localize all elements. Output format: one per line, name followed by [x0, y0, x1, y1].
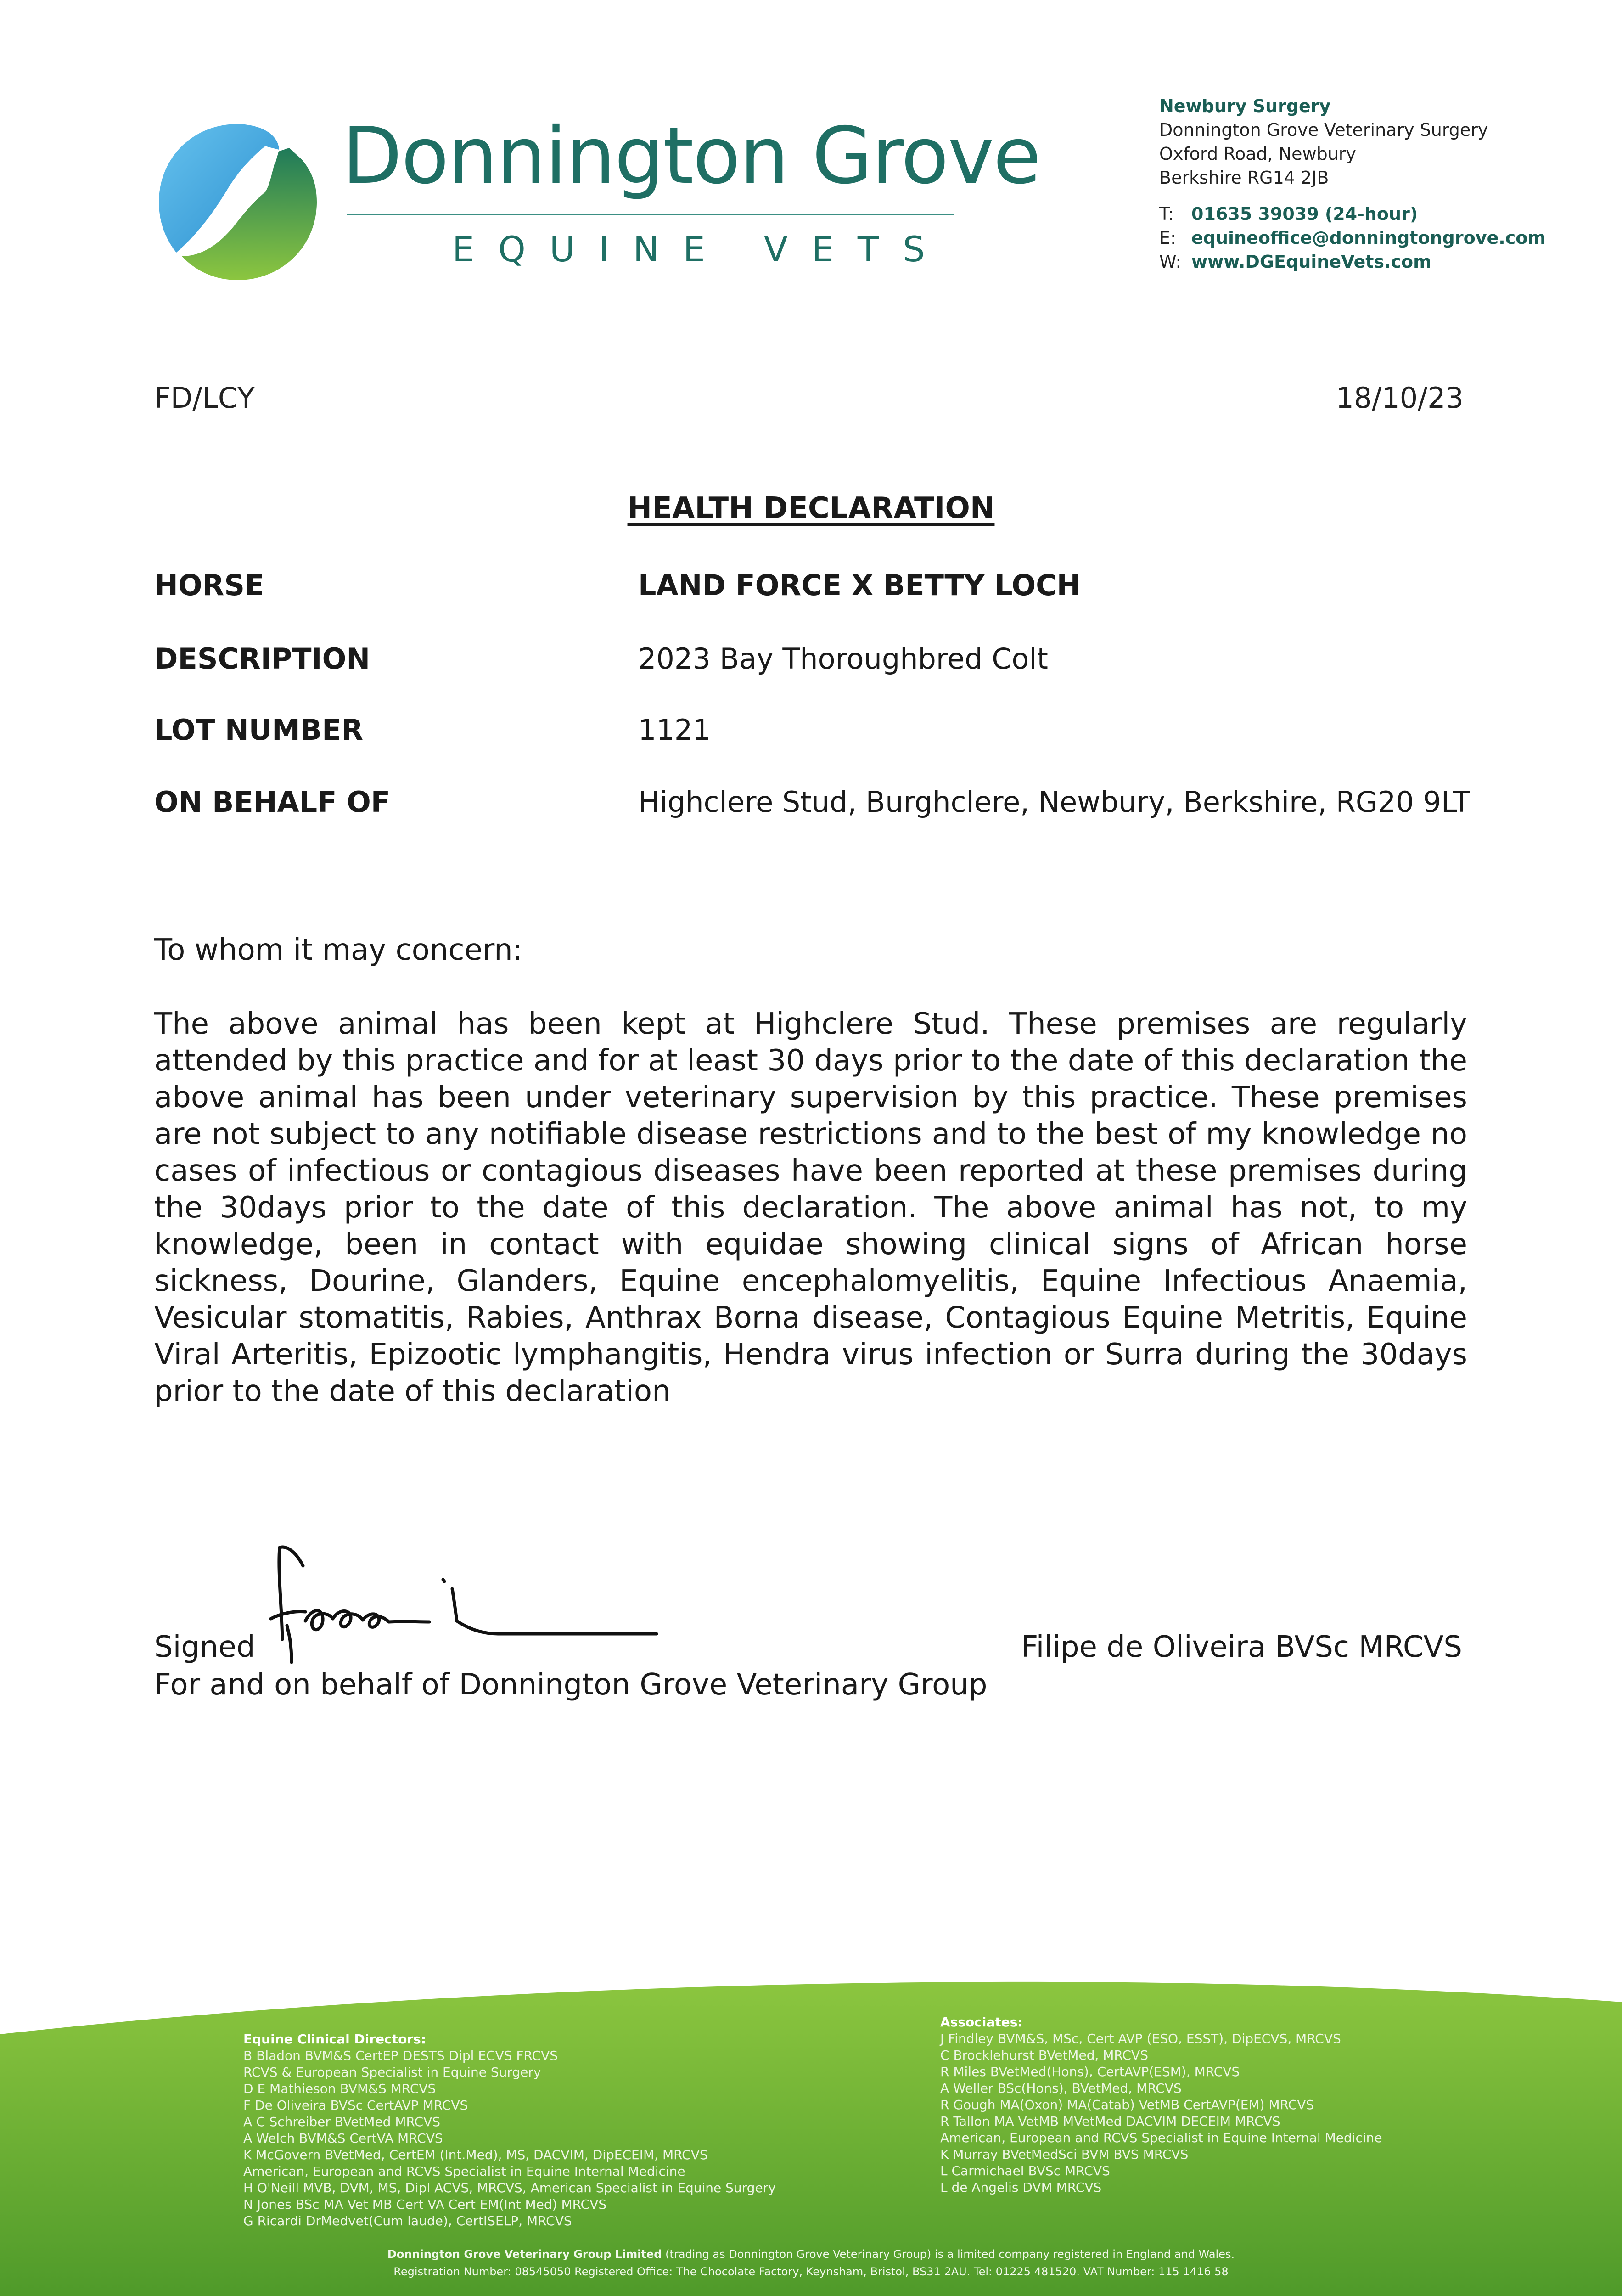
contact-phone	[1159, 202, 1546, 226]
handwritten-signature	[269, 1534, 663, 1667]
contact-email	[1159, 226, 1546, 250]
contact-label: E:	[1159, 228, 1176, 248]
surgery-name: Newbury Surgery	[1159, 96, 1331, 116]
director-entry: G Ricardi DrMedvet(Cum laude), CertISELP, MRCVS	[243, 2213, 572, 2228]
director-entry: D E Mathieson BVM&S MRCVS	[243, 2081, 436, 2096]
signatory-name: Filipe de Oliveira BVSc MRCVS	[1021, 1630, 1462, 1664]
address-line: Donnington Grove Veterinary Surgery	[1159, 120, 1488, 140]
legal-line-2: Registration Number: 08545050 Registered Office: The Chocolate Factory, Keynsham, Bristol, BS31 2AU. Tel: 01225 481520. VAT Number: 115 1416 58	[393, 2265, 1229, 2278]
brand-subtitle: EQUINE VETS	[452, 229, 949, 270]
field-label-description: DESCRIPTION	[154, 642, 370, 675]
associate-entry: L Carmichael BVSc MRCVS	[940, 2163, 1110, 2178]
director-entry: F De Oliveira BVSc CertAVP MRCVS	[243, 2098, 468, 2113]
director-entry: H O'Neill MVB, DVM, MS, Dipl ACVS, MRCVS, American Specialist in Equine Surgery	[243, 2180, 776, 2195]
associate-entry: A Weller BSc(Hons), BVetMed, MRCVS	[940, 2081, 1182, 2096]
declaration-body: The above animal has been kept at Highclere Stud. These premises are regularly attended by this practice and for at least 30 days prior to the date of this declaration the above animal has been under veterinary supervision by this practice. These premises are not subject to any notifiable disease restrictions and to the best of my knowledge no cases of infectious or contagious diseases have been reported at these premises during the 30days prior to the date of this declaration. The above animal has not, to my knowledge, been in contact with equidae showing clinical signs of African horse sickness, Dourine, Glanders, Equine encephalomyelitis, Equine Infectious Anaemia, Vesicular stomatitis, Rabies, Anthrax Borna disease, Contagious Equine Metritis, Equine Viral Arteritis, Epizootic lymphangitis, Hendra virus infection or Surra during the 30days prior to the date of this declaration	[154, 1007, 1467, 1408]
brand-divider	[347, 214, 954, 215]
associate-entry: C Brocklehurst BVetMed, MRCVS	[940, 2048, 1148, 2063]
website-link[interactable]: www.DGEquineVets.com	[1191, 252, 1431, 272]
contact-label: T:	[1159, 204, 1174, 224]
director-entry: B Bladon BVM&S CertEP DESTS Dipl ECVS FRCVS	[243, 2048, 558, 2063]
address-line: Oxford Road, Newbury	[1159, 144, 1356, 164]
contact-details	[1159, 202, 1546, 274]
directors-heading: Equine Clinical Directors:	[243, 2032, 427, 2047]
field-label-lot-number: LOT NUMBER	[154, 713, 364, 747]
associate-entry: R Gough MA(Oxon) MA(Catab) VetMB CertAVP(EM) MRCVS	[940, 2097, 1314, 2112]
contact-website	[1159, 250, 1546, 274]
legal-notice	[0, 2245, 1622, 2280]
associate-entry: American, European and RCVS Specialist in Equine Internal Medicine	[940, 2130, 1382, 2145]
associates-heading: Associates:	[940, 2015, 1023, 2030]
field-label-on-behalf-of: ON BEHALF OF	[154, 785, 391, 819]
director-entry: RCVS & European Specialist in Equine Surgery	[243, 2065, 541, 2080]
directors-list	[243, 2031, 776, 2229]
contact-label: W:	[1159, 252, 1182, 272]
surgery-address	[1159, 94, 1488, 190]
address-line: Berkshire RG14 2JB	[1159, 168, 1329, 188]
field-label-horse: HORSE	[154, 568, 264, 602]
salutation: To whom it may concern:	[154, 933, 523, 967]
document-title: HEALTH DECLARATION	[627, 491, 995, 525]
associates-list	[940, 2014, 1382, 2196]
director-entry: American, European and RCVS Specialist in Equine Internal Medicine	[243, 2164, 685, 2179]
associate-entry: L de Angelis DVM MRCVS	[940, 2180, 1102, 2195]
director-entry: A C Schreiber BVetMed MRCVS	[243, 2114, 441, 2129]
signed-label: Signed	[154, 1630, 255, 1664]
associate-entry: R Tallon MA VetMB MVetMed DACVIM DECEIM MRCVS	[940, 2114, 1280, 2129]
director-entry: N Jones BSc MA Vet MB Cert VA Cert EM(Int Med) MRCVS	[243, 2197, 607, 2212]
signatory-behalf: For and on behalf of Donnington Grove Veterinary Group	[154, 1668, 988, 1702]
brand-name: Donnington Grove	[342, 111, 1040, 202]
field-value-horse: LAND FORCE X BETTY LOCH	[638, 568, 1081, 602]
associate-entry: J Findley BVM&S, MSc, Cert AVP (ESO, ESST), DipECVS, MRCVS	[940, 2031, 1341, 2046]
director-entry: A Welch BVM&S CertVA MRCVS	[243, 2131, 443, 2146]
document-date: 18/10/23	[1336, 381, 1464, 415]
legal-line-1	[0, 2245, 1622, 2263]
associate-entry: R Miles BVetMed(Hons), CertAVP(ESM), MRCVS	[940, 2064, 1240, 2079]
email-link[interactable]: equineoffice@donningtongrove.com	[1191, 228, 1546, 248]
legal-line-1-text: (trading as Donnington Grove Veterinary Group) is a limited company registered in England and Wales.	[662, 2248, 1235, 2261]
field-value-lot-number: 1121	[638, 713, 711, 747]
reference-code: FD/LCY	[154, 381, 255, 415]
legal-company: Donnington Grove Veterinary Group Limited	[387, 2248, 662, 2261]
donnington-grove-logo-icon	[155, 118, 320, 284]
field-value-on-behalf-of: Highclere Stud, Burghclere, Newbury, Berkshire, RG20 9LT	[638, 785, 1470, 819]
phone-number: 01635 39039 (24-hour)	[1191, 204, 1418, 224]
director-entry: K McGovern BVetMed, CertEM (Int.Med), MS, DACVIM, DipECEIM, MRCVS	[243, 2147, 708, 2162]
associate-entry: K Murray BVetMedSci BVM BVS MRCVS	[940, 2147, 1189, 2162]
field-value-description: 2023 Bay Thoroughbred Colt	[638, 642, 1048, 675]
